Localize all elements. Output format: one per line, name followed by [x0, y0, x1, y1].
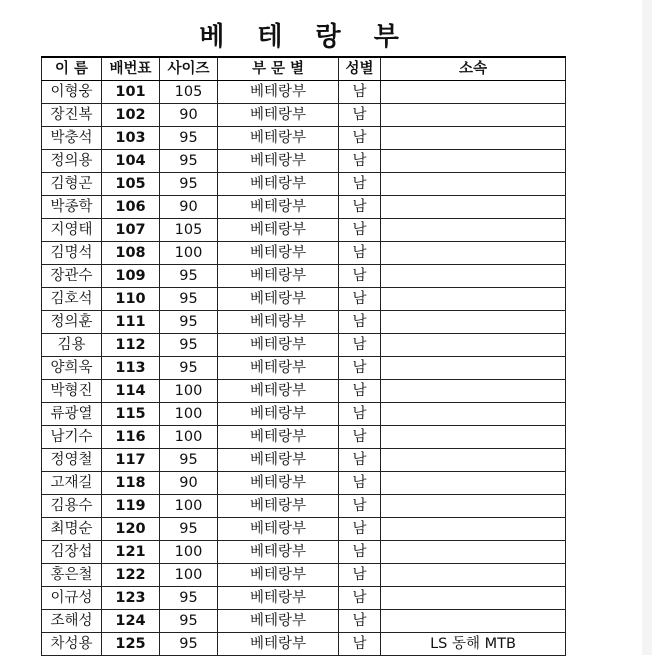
cell-division: 베테랑부 [218, 472, 339, 495]
cell-affiliation [381, 334, 566, 357]
cell-bib: 110 [102, 288, 160, 311]
cell-size: 100 [160, 403, 218, 426]
cell-bib: 116 [102, 426, 160, 449]
page-edge [642, 0, 652, 655]
table-row [42, 449, 566, 472]
cell-size: 100 [160, 380, 218, 403]
cell-name: 김호석 [42, 288, 102, 311]
cell-bib: 123 [102, 587, 160, 610]
cell-bib: 108 [102, 242, 160, 265]
cell-size: 95 [160, 357, 218, 380]
table-row [42, 81, 566, 104]
cell-affiliation [381, 242, 566, 265]
table-body [42, 81, 566, 656]
cell-gender: 남 [339, 104, 381, 127]
cell-gender: 남 [339, 127, 381, 150]
cell-name: 박형진 [42, 380, 102, 403]
cell-name: 장관수 [42, 265, 102, 288]
cell-division: 베테랑부 [218, 242, 339, 265]
cell-division: 베테랑부 [218, 288, 339, 311]
cell-size: 100 [160, 541, 218, 564]
cell-size: 95 [160, 127, 218, 150]
cell-division: 베테랑부 [218, 334, 339, 357]
table-row [42, 127, 566, 150]
cell-name: 차성용 [42, 633, 102, 656]
header-name: 이 름 [42, 57, 102, 81]
header-size: 사이즈 [160, 57, 218, 81]
cell-gender: 남 [339, 219, 381, 242]
cell-division: 베테랑부 [218, 173, 339, 196]
cell-name: 고재길 [42, 472, 102, 495]
cell-division: 베테랑부 [218, 380, 339, 403]
cell-size: 95 [160, 334, 218, 357]
cell-division: 베테랑부 [218, 587, 339, 610]
cell-name: 김용수 [42, 495, 102, 518]
cell-division: 베테랑부 [218, 196, 339, 219]
header-bib: 배번표 [102, 57, 160, 81]
cell-division: 베테랑부 [218, 311, 339, 334]
table-row [42, 242, 566, 265]
table-row [42, 311, 566, 334]
table-row [42, 633, 566, 656]
table-row [42, 495, 566, 518]
table-row [42, 610, 566, 633]
cell-affiliation [381, 311, 566, 334]
cell-gender: 남 [339, 288, 381, 311]
table-row [42, 564, 566, 587]
cell-size: 95 [160, 150, 218, 173]
cell-bib: 111 [102, 311, 160, 334]
cell-bib: 118 [102, 472, 160, 495]
cell-division: 베테랑부 [218, 518, 339, 541]
cell-affiliation [381, 564, 566, 587]
cell-gender: 남 [339, 334, 381, 357]
cell-name: 박종학 [42, 196, 102, 219]
table-row [42, 334, 566, 357]
cell-gender: 남 [339, 633, 381, 656]
table-row [42, 587, 566, 610]
cell-size: 95 [160, 288, 218, 311]
cell-bib: 117 [102, 449, 160, 472]
cell-division: 베테랑부 [218, 127, 339, 150]
cell-name: 장진복 [42, 104, 102, 127]
cell-division: 베테랑부 [218, 449, 339, 472]
table-row [42, 518, 566, 541]
cell-size: 95 [160, 311, 218, 334]
cell-name: 홍은철 [42, 564, 102, 587]
cell-affiliation [381, 196, 566, 219]
cell-name: 정영철 [42, 449, 102, 472]
cell-gender: 남 [339, 541, 381, 564]
cell-division: 베테랑부 [218, 150, 339, 173]
cell-name: 조해성 [42, 610, 102, 633]
cell-affiliation [381, 518, 566, 541]
table-row [42, 403, 566, 426]
cell-division: 베테랑부 [218, 265, 339, 288]
cell-size: 95 [160, 610, 218, 633]
cell-name: 정의훈 [42, 311, 102, 334]
table-row [42, 380, 566, 403]
header-gender: 성별 [339, 57, 381, 81]
cell-bib: 101 [102, 81, 160, 104]
cell-size: 90 [160, 196, 218, 219]
cell-name: 김장섭 [42, 541, 102, 564]
cell-bib: 124 [102, 610, 160, 633]
cell-size: 95 [160, 265, 218, 288]
page-title: 베 테 랑 부 [199, 22, 411, 52]
cell-gender: 남 [339, 587, 381, 610]
cell-gender: 남 [339, 610, 381, 633]
table-row [42, 173, 566, 196]
cell-division: 베테랑부 [218, 81, 339, 104]
cell-bib: 120 [102, 518, 160, 541]
header-division: 부 문 별 [218, 57, 339, 81]
cell-gender: 남 [339, 196, 381, 219]
cell-gender: 남 [339, 173, 381, 196]
table-row [42, 426, 566, 449]
table-header [42, 57, 566, 81]
cell-bib: 115 [102, 403, 160, 426]
cell-gender: 남 [339, 495, 381, 518]
table-row [42, 219, 566, 242]
cell-size: 100 [160, 495, 218, 518]
cell-size: 95 [160, 633, 218, 656]
cell-size: 105 [160, 219, 218, 242]
table-row [42, 196, 566, 219]
cell-size: 90 [160, 472, 218, 495]
cell-name: 남기수 [42, 426, 102, 449]
cell-size: 100 [160, 242, 218, 265]
table-row [42, 288, 566, 311]
cell-division: 베테랑부 [218, 610, 339, 633]
cell-affiliation [381, 219, 566, 242]
cell-size: 105 [160, 81, 218, 104]
cell-gender: 남 [339, 150, 381, 173]
cell-name: 양희욱 [42, 357, 102, 380]
table-row [42, 150, 566, 173]
cell-affiliation [381, 449, 566, 472]
cell-division: 베테랑부 [218, 426, 339, 449]
cell-size: 95 [160, 449, 218, 472]
cell-name: 최명순 [42, 518, 102, 541]
cell-size: 100 [160, 564, 218, 587]
table-row [42, 265, 566, 288]
cell-division: 베테랑부 [218, 541, 339, 564]
cell-bib: 114 [102, 380, 160, 403]
cell-gender: 남 [339, 242, 381, 265]
cell-gender: 남 [339, 426, 381, 449]
header-row [42, 57, 566, 81]
cell-size: 95 [160, 173, 218, 196]
cell-gender: 남 [339, 81, 381, 104]
cell-affiliation [381, 380, 566, 403]
cell-gender: 남 [339, 449, 381, 472]
cell-name: 지영태 [42, 219, 102, 242]
table-row [42, 104, 566, 127]
table-row [42, 357, 566, 380]
cell-affiliation [381, 403, 566, 426]
cell-affiliation [381, 81, 566, 104]
cell-gender: 남 [339, 518, 381, 541]
roster-table [41, 56, 566, 656]
cell-bib: 112 [102, 334, 160, 357]
cell-division: 베테랑부 [218, 403, 339, 426]
cell-division: 베테랑부 [218, 495, 339, 518]
cell-gender: 남 [339, 311, 381, 334]
cell-size: 90 [160, 104, 218, 127]
cell-affiliation [381, 104, 566, 127]
cell-affiliation [381, 610, 566, 633]
cell-division: 베테랑부 [218, 219, 339, 242]
cell-bib: 103 [102, 127, 160, 150]
header-affiliation: 소속 [381, 57, 566, 81]
cell-size: 95 [160, 518, 218, 541]
cell-affiliation: LS 동해 MTB [381, 633, 566, 656]
table-row [42, 472, 566, 495]
cell-bib: 125 [102, 633, 160, 656]
cell-bib: 102 [102, 104, 160, 127]
cell-affiliation [381, 288, 566, 311]
cell-gender: 남 [339, 357, 381, 380]
cell-name: 류광열 [42, 403, 102, 426]
cell-affiliation [381, 265, 566, 288]
cell-bib: 113 [102, 357, 160, 380]
cell-size: 100 [160, 426, 218, 449]
cell-affiliation [381, 495, 566, 518]
cell-gender: 남 [339, 380, 381, 403]
cell-bib: 119 [102, 495, 160, 518]
cell-gender: 남 [339, 265, 381, 288]
cell-affiliation [381, 173, 566, 196]
cell-division: 베테랑부 [218, 357, 339, 380]
cell-name: 정의용 [42, 150, 102, 173]
cell-bib: 107 [102, 219, 160, 242]
cell-gender: 남 [339, 564, 381, 587]
cell-affiliation [381, 541, 566, 564]
table-row [42, 541, 566, 564]
cell-size: 95 [160, 587, 218, 610]
cell-bib: 105 [102, 173, 160, 196]
cell-affiliation [381, 587, 566, 610]
cell-gender: 남 [339, 472, 381, 495]
cell-name: 김용 [42, 334, 102, 357]
cell-affiliation [381, 127, 566, 150]
cell-bib: 106 [102, 196, 160, 219]
cell-name: 김형곤 [42, 173, 102, 196]
cell-division: 베테랑부 [218, 633, 339, 656]
cell-name: 이형웅 [42, 81, 102, 104]
cell-bib: 109 [102, 265, 160, 288]
cell-affiliation [381, 150, 566, 173]
cell-affiliation [381, 357, 566, 380]
cell-name: 박충석 [42, 127, 102, 150]
cell-division: 베테랑부 [218, 104, 339, 127]
cell-gender: 남 [339, 403, 381, 426]
cell-affiliation [381, 472, 566, 495]
cell-bib: 121 [102, 541, 160, 564]
cell-bib: 104 [102, 150, 160, 173]
cell-name: 김명석 [42, 242, 102, 265]
cell-bib: 122 [102, 564, 160, 587]
cell-name: 이규성 [42, 587, 102, 610]
cell-affiliation [381, 426, 566, 449]
cell-division: 베테랑부 [218, 564, 339, 587]
